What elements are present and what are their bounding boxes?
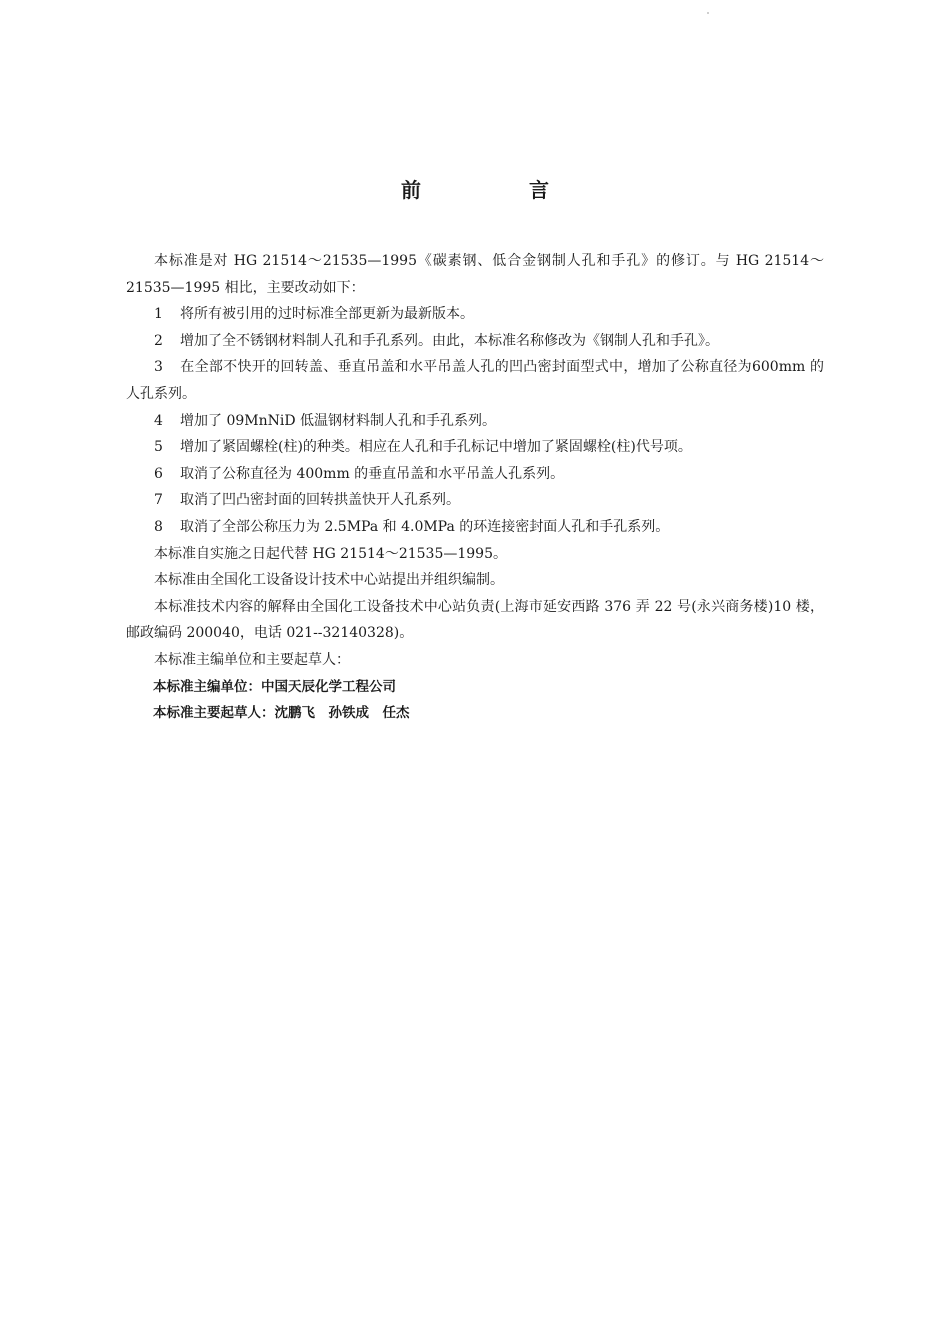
item-number: 6 bbox=[154, 465, 163, 482]
foreword-body bbox=[126, 248, 824, 727]
replaces-paragraph: 本标准自实施之日起代替 HG 21514～21535—1995。 bbox=[154, 545, 507, 562]
change-item-2 bbox=[126, 328, 824, 355]
drafting-intro-paragraph: 本标准主编单位和主要起草人： bbox=[154, 651, 350, 668]
chief-unit-line: 本标准主编单位：中国天辰化学工程公司 bbox=[153, 678, 396, 695]
intro-paragraph: 本标准是对 HG 21514～21535—1995《碳素钢、低合金钢制人孔和手孔》的修订。与 HG 21514～21535—1995 相比，主要改动如下： bbox=[126, 253, 824, 296]
interpretation-paragraph: 本标准技术内容的解释由全国化工设备技术中心站负责(上海市延安西路 376 弄 22 号(永兴商务楼)10 楼，邮政编码 200040，电话 021--32140328)。 bbox=[126, 598, 824, 642]
item-text: 取消了公称直径为 400mm 的垂直吊盖和水平吊盖人孔系列。 bbox=[180, 465, 565, 482]
page-title: 前 言 bbox=[401, 178, 593, 202]
item-number: 3 bbox=[154, 359, 163, 376]
item-number: 5 bbox=[154, 439, 163, 456]
chief-drafters-line: 本标准主要起草人：沈鹏飞 孙铁成 任杰 bbox=[153, 705, 410, 722]
item-text: 增加了全不锈钢材料制人孔和手孔系列。由此，本标准名称修改为《钢制人孔和手孔》。 bbox=[180, 332, 719, 349]
item-text: 取消了凹凸密封面的回转拱盖快开人孔系列。 bbox=[180, 492, 460, 509]
item-number: 1 bbox=[154, 306, 163, 323]
change-item-5 bbox=[126, 434, 824, 461]
change-item-3 bbox=[126, 354, 824, 407]
item-number: 2 bbox=[154, 332, 163, 349]
change-item-6 bbox=[126, 461, 824, 488]
item-number: 8 bbox=[154, 518, 163, 535]
item-text: 将所有被引用的过时标准全部更新为最新版本。 bbox=[180, 306, 474, 323]
item-number: 7 bbox=[154, 492, 163, 509]
scan-speck bbox=[707, 12, 709, 14]
change-item-4 bbox=[126, 408, 824, 435]
item-text: 取消了全部公称压力为 2.5MPa 和 4.0MPa 的环连接密封面人孔和手孔系列。 bbox=[180, 518, 670, 535]
change-item-8 bbox=[126, 514, 824, 541]
change-item-7 bbox=[126, 487, 824, 514]
item-number: 4 bbox=[154, 412, 163, 429]
item-text: 增加了 09MnNiD 低温钢材料制人孔和手孔系列。 bbox=[180, 412, 497, 429]
change-item-1 bbox=[126, 301, 824, 328]
item-text: 增加了紧固螺栓(柱)的种类。相应在人孔和手孔标记中增加了紧固螺栓(柱)代号项。 bbox=[180, 439, 692, 456]
proposed-by-paragraph: 本标准由全国化工设备设计技术中心站提出并组织编制。 bbox=[154, 572, 504, 589]
item-text: 在全部不快开的回转盖、垂直吊盖和水平吊盖人孔的凹凸密封面型式中，增加了公称直径为600mm 的人孔系列。 bbox=[126, 359, 824, 402]
